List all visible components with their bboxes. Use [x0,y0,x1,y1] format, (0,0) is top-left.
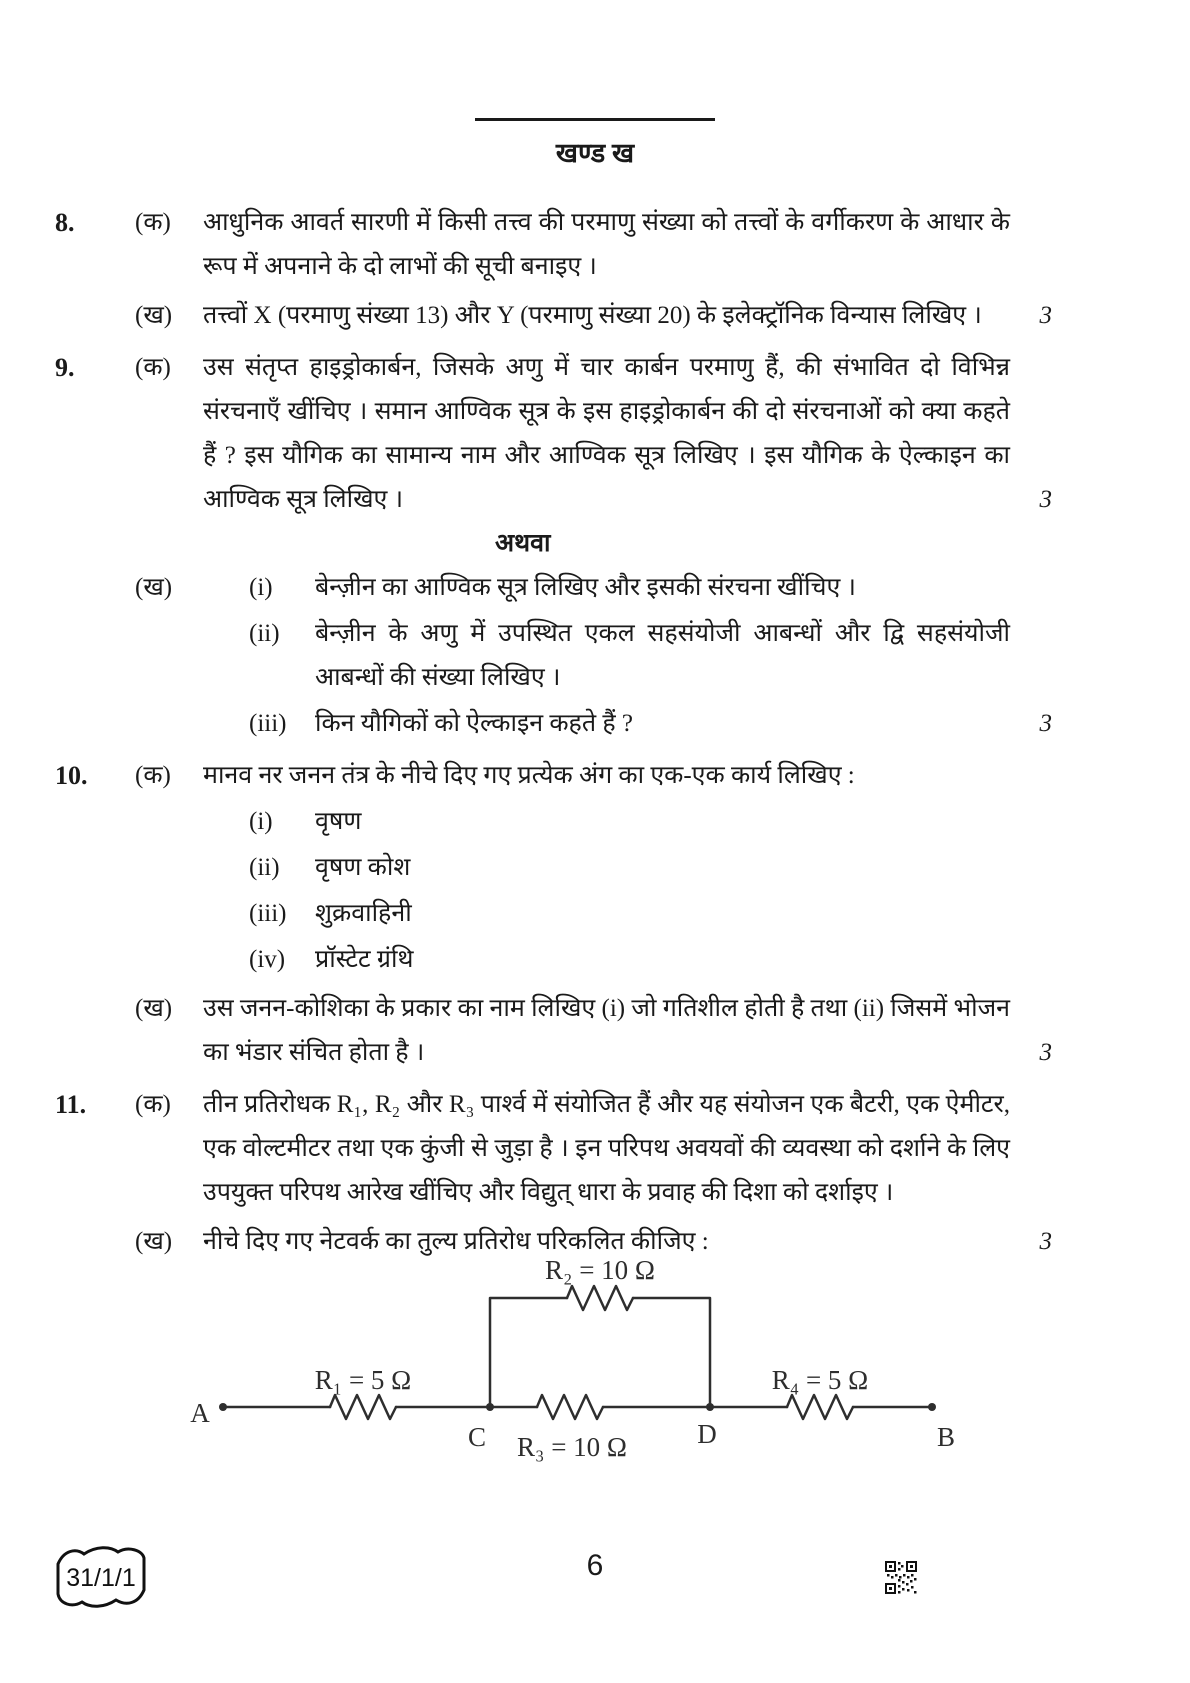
resistor-r1 [330,1395,396,1419]
question-11 [55,1083,1190,1264]
sub-item-text: किन यौगिकों को ऐल्काइन कहते हैं ? [315,710,633,737]
part-label: (ख) [135,995,173,1022]
question-body [135,1083,1052,1264]
wire-top-right [633,1298,710,1407]
sub-item-i [249,566,1010,610]
sub-item-text: बेन्ज़ीन का आण्विक सूत्र लिखिए और इसकी संरचना खींचिए । [315,574,857,601]
resistor-r4-label: R₄ = 5 Ω [771,1365,869,1395]
sub-item-iii [249,892,1010,936]
sub-item-ii [249,846,1010,890]
part-label: (क) [135,209,171,236]
part-text: नीचे दिए गए नेटवर्क का तुल्य प्रतिरोध परिकलित कीजिए : [203,1228,709,1255]
qr-code-icon [884,1558,918,1596]
question-body [135,346,1052,522]
question-11-part-b [135,1220,1052,1264]
sub-item-label: (iii) [249,710,287,737]
part-text: उस संतृप्त हाइड्रोकार्बन, जिसके अणु में चार कार्बन परमाणु हैं, की संभावित दो विभिन्न संरचनाएँ खींचिए । समान आण्विक सूत्र के इस हाइड्रोकार्बन की दो संरचनाओं को क्या कहते हैं ? इस यौगिक का सामान्य नाम और आण्विक सूत्र लिखिए । इस यौगिक के ऐल्काइन का आण्विक सूत्र लिखिए । [203,354,1010,513]
question-8 [55,201,1190,338]
question-9-part-a [135,346,1052,522]
resistor-r1-label: R₁ = 5 Ω [314,1365,412,1395]
question-number: 10. [55,761,88,790]
node-d-dot [706,1403,714,1411]
node-a-dot [219,1403,227,1411]
sub-item-label: (ii) [249,854,280,881]
sub-item-label: (ii) [249,620,280,647]
sub-item-label: (iii) [249,900,287,927]
sub-items [203,566,1052,746]
paper-code: 31/1/1 [66,1564,136,1592]
part-text: तीन प्रतिरोधक R₁, R₂ और R₃ पार्श्व में संयोजित हैं और यह संयोजन एक बैटरी, एक ऐमीटर, एक वोल्टमीटर तथा एक कुंजी से जुड़ा है । इन परिपथ अवयवों की व्यवस्था को दर्शाने के लिए उपयुक्त परिपथ आरेख खींचिए और विद्युत् धारा के प्रवाह की दिशा को दर्शाइए । [203,1091,1010,1206]
marks-value: 3 [1039,302,1052,329]
node-c-dot [486,1403,494,1411]
circuit-diagram [180,1252,980,1467]
resistor-r3 [537,1395,603,1419]
part-label: (क) [135,354,171,381]
part-text: आधुनिक आवर्त सारणी में किसी तत्त्व की परमाणु संख्या को तत्त्वों के वर्गीकरण के आधार के रूप में अपनाने के दो लाभों की सूची बनाइए । [203,209,1010,280]
part-label: (क) [135,1091,171,1118]
question-10-part-b [135,987,1052,1075]
node-label-d: D [697,1419,717,1449]
sub-item-text: प्रॉस्टेट ग्रंथि [315,946,414,973]
marks-value: 3 [1039,1228,1052,1255]
question-10 [55,754,1190,1075]
sub-item-text: वृषण कोश [315,854,411,881]
question-8-part-b [135,294,1052,338]
part-text: उस जनन-कोशिका के प्रकार का नाम लिखिए (i) जो गतिशील होती है तथा (ii) जिसमें भोजन का भंडार संचित होता है । [203,995,1010,1066]
sub-item-text: वृषण [315,808,362,835]
sub-item-label: (i) [249,808,273,835]
page-number: 6 [586,1549,604,1582]
sub-item-i [249,800,1010,844]
part-label: (ख) [135,574,173,601]
node-label-a: A [190,1398,210,1428]
node-b-dot [928,1403,936,1411]
section-title: खण्ड ख [555,138,635,168]
node-label-b: B [936,1422,956,1452]
part-text: तत्त्वों X (परमाणु संख्या 13) और Y (परमाणु संख्या 20) के इलेक्ट्रॉनिक विन्यास लिखिए । [203,302,982,329]
sub-item-text: बेन्ज़ीन के अणु में उपस्थित एकल सहसंयोजी आबन्धों और द्वि सहसंयोजी आबन्धों की संख्या लिखिए । [315,620,1010,691]
marks-value: 3 [1039,1039,1052,1066]
header-rule [475,118,715,121]
question-10-part-a [135,754,1010,982]
question-9-part-b [55,566,1190,746]
part-label: (ख) [135,302,173,329]
question-body [135,754,1052,1075]
or-separator: अथवा [495,530,551,557]
node-label-c: C [467,1422,487,1452]
question-9 [55,346,1190,522]
sub-item-label: (iv) [249,946,286,973]
sub-item-ii [249,612,1010,700]
question-11-part-a [135,1083,1010,1215]
question-number: 9. [55,353,75,382]
resistor-r2 [567,1286,633,1310]
question-body [135,201,1052,338]
resistor-r3-label: R₃ = 10 Ω [517,1432,627,1462]
wire-top-left [490,1298,567,1407]
marks-value: 3 [1039,486,1052,513]
question-number: 11. [55,1090,87,1119]
resistor-r2-label: R₂ = 10 Ω [545,1255,655,1285]
marks-value: 3 [1039,710,1052,737]
question-number: 8. [55,208,75,237]
sub-item-text: शुक्रवाहिनी [315,900,412,927]
sub-item-iv [249,938,1010,982]
question-8-part-a [135,201,1010,289]
sub-item-label: (i) [249,574,273,601]
resistor-r4 [787,1395,853,1419]
part-label: (क) [135,762,171,789]
part-text: मानव नर जनन तंत्र के नीचे दिए गए प्रत्येक अंग का एक-एक कार्य लिखिए : [203,762,855,789]
sub-item-iii [249,702,1052,746]
part-label: (ख) [135,1228,173,1255]
